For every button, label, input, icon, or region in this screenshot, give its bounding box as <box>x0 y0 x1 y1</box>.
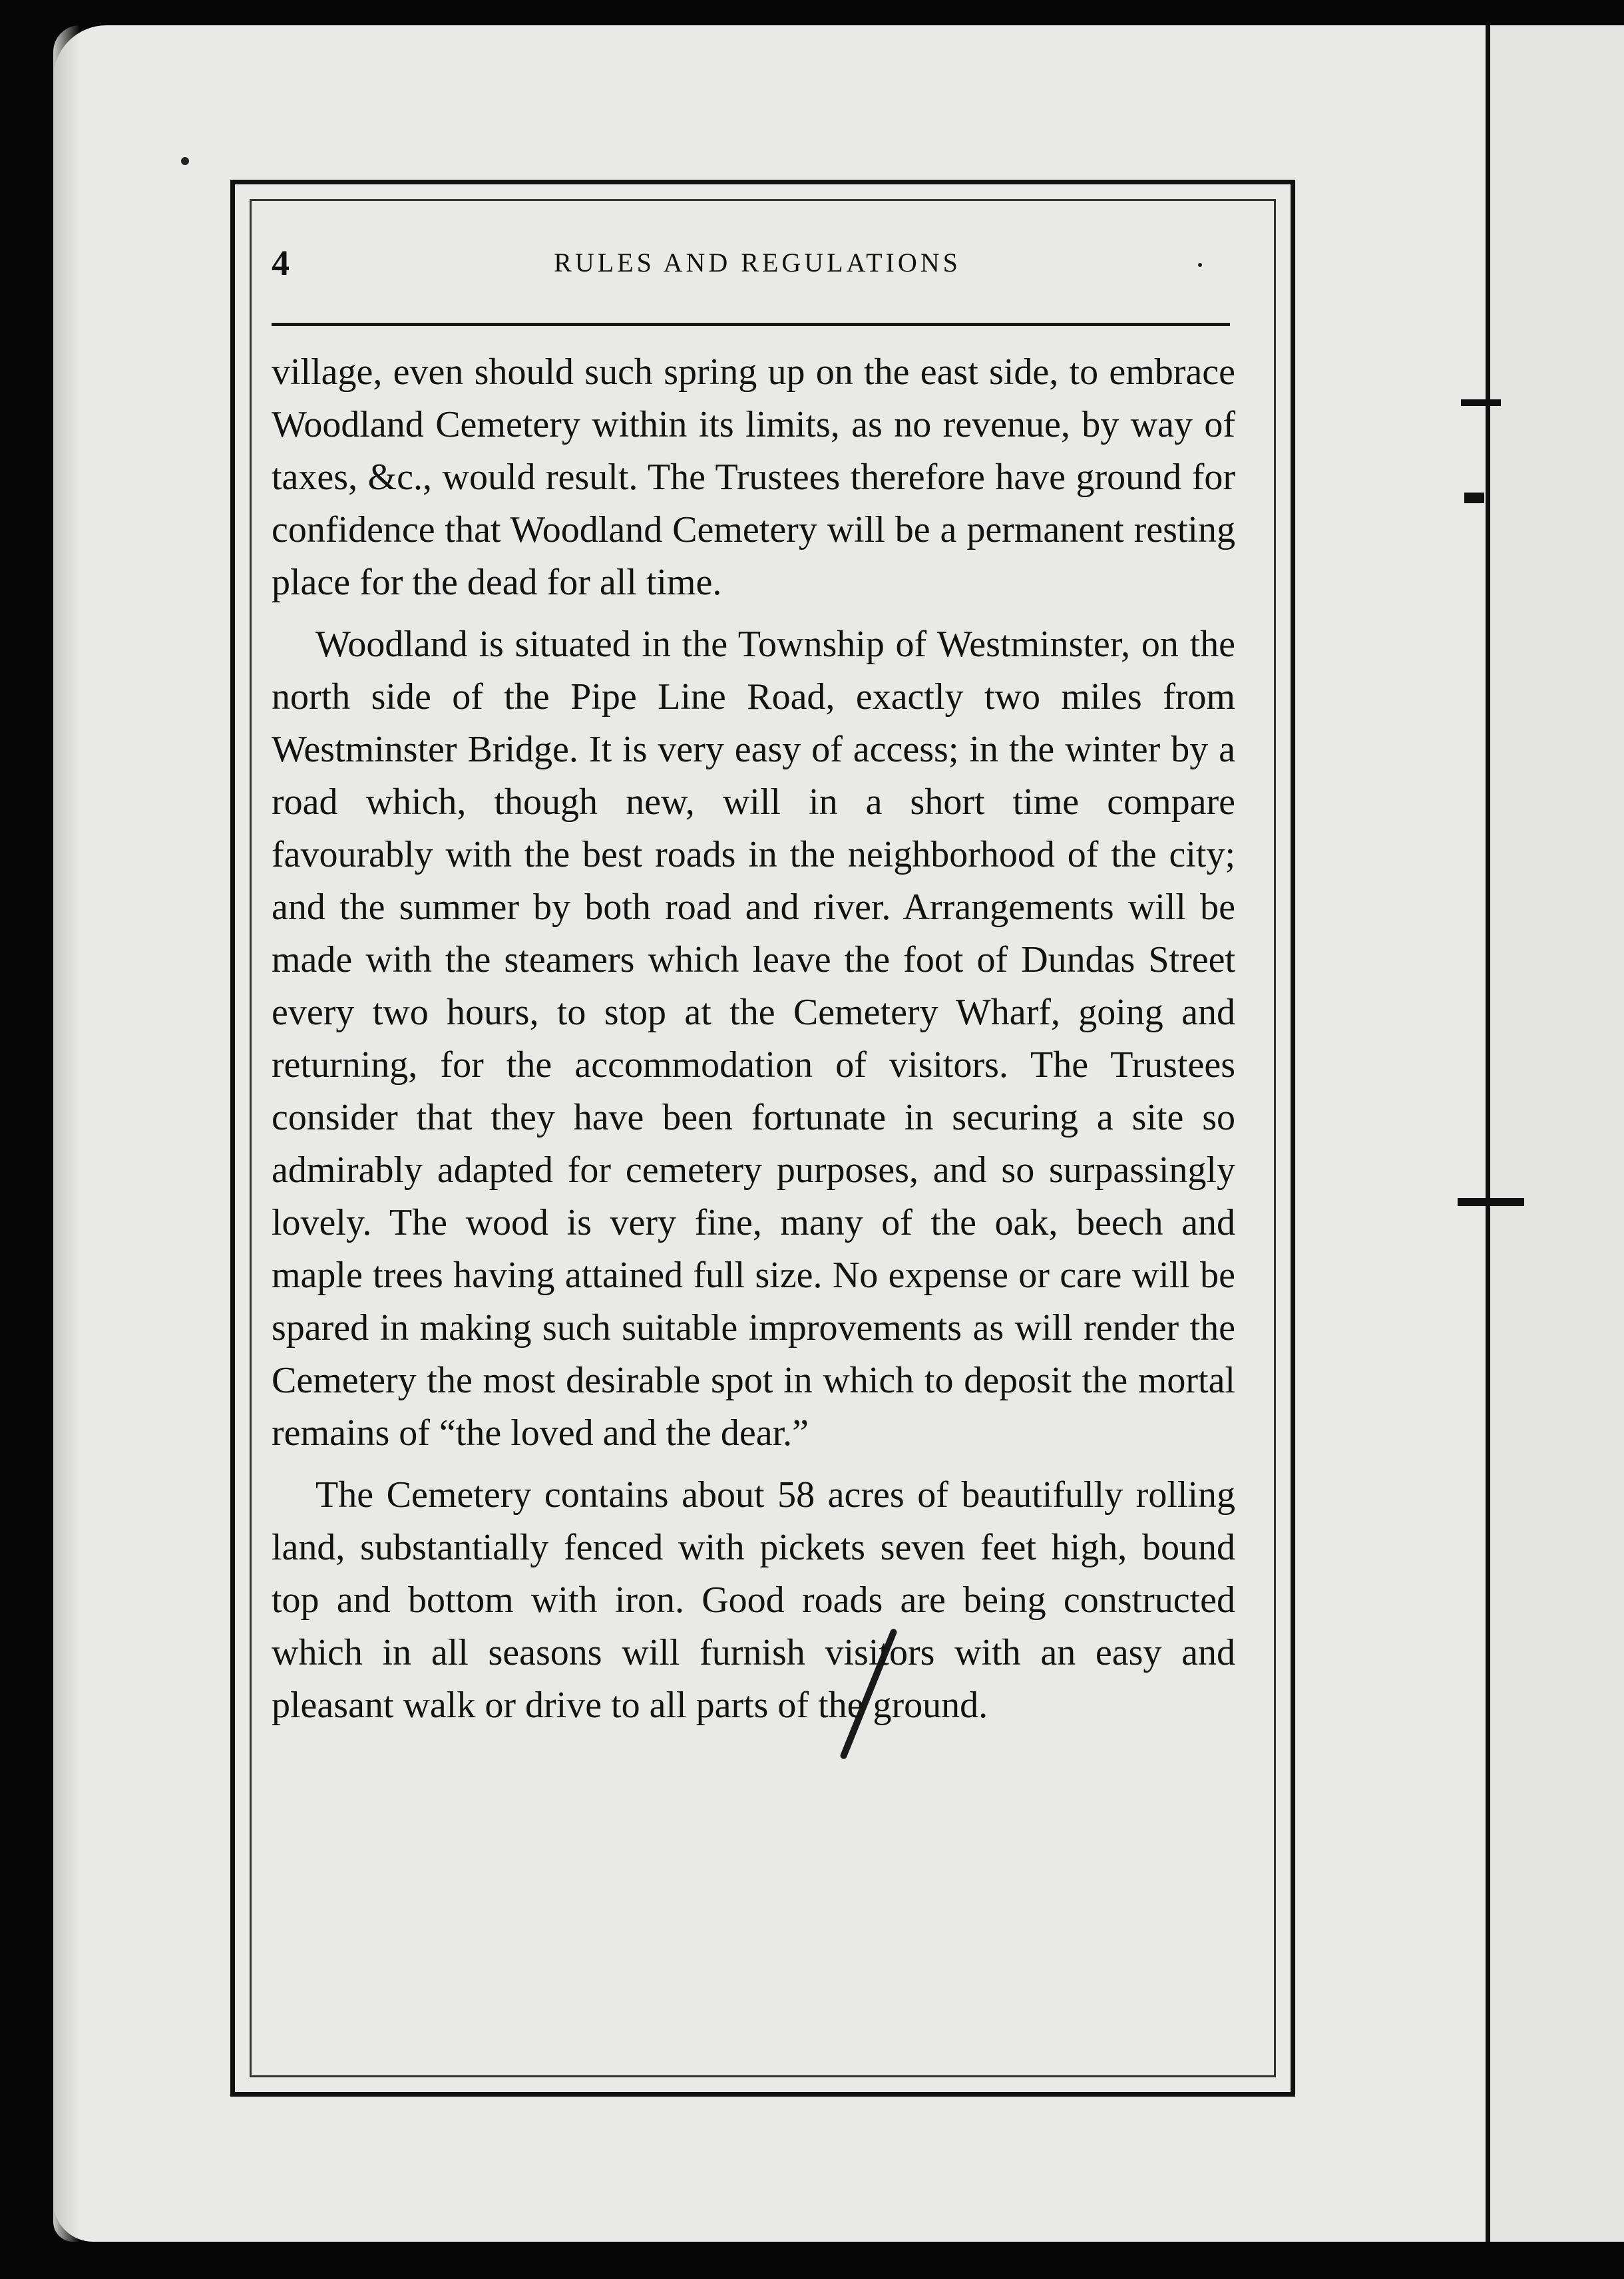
spine-mark <box>1461 399 1501 406</box>
ink-speck <box>181 157 189 165</box>
paragraph: village, even should such spring up on the east side, to embrace Woodland Cemetery within its limits, as no revenue, by way of taxes, &c., would result. The Trustees therefore have ground for confidence that Woodland Cemetery will be a permanent resting place for the dead for all time. <box>272 351 1235 603</box>
paragraph: The Cemetery contains about 58 acres of beautifully rolling land, substantially fenced with pickets seven feet high, bound top and bottom with iron. Good roads are being constructed which in all seasons will furnish visitors with an easy and pleasant walk or drive to all parts of the ground. <box>272 1474 1235 1726</box>
body-text <box>272 346 1235 1732</box>
running-head <box>272 236 1243 290</box>
page-number: 4 <box>272 243 290 283</box>
page-content <box>272 236 1243 1732</box>
spine-mark <box>1464 493 1484 503</box>
spine-mark <box>1458 1198 1524 1206</box>
adjacent-page-edge <box>1486 25 1624 2242</box>
header-rule <box>272 323 1230 326</box>
running-title: RULES AND REGULATIONS <box>554 248 961 278</box>
paragraph: Woodland is situated in the Township of Westminster, on the north side of the Pipe Line Road, exactly two miles from Westminster Bridge. It is very easy of access; in the winter by a road which, though new, will in a short time compare favourably with the best roads in the neighborhood of the city; and the summer by both road and river. Arrangements will be made with the steamers which leave the foot of Dundas Street every two hours, to stop at the Cemetery Wharf, going and returning, for the accommodation of visitors. The Trustees consider that they have been fortunate in securing a site so admirably adapted for cemetery purposes, and so surpassingly lovely. The wood is very fine, many of the oak, beech and maple trees having attained full size. No expense or care will be spared in making such suitable improvements as will render the Cemetery the most desirable spot in which to deposit the mortal remains of “the loved and the dear.” <box>272 624 1235 1454</box>
page-edge-shadow <box>53 25 80 2242</box>
